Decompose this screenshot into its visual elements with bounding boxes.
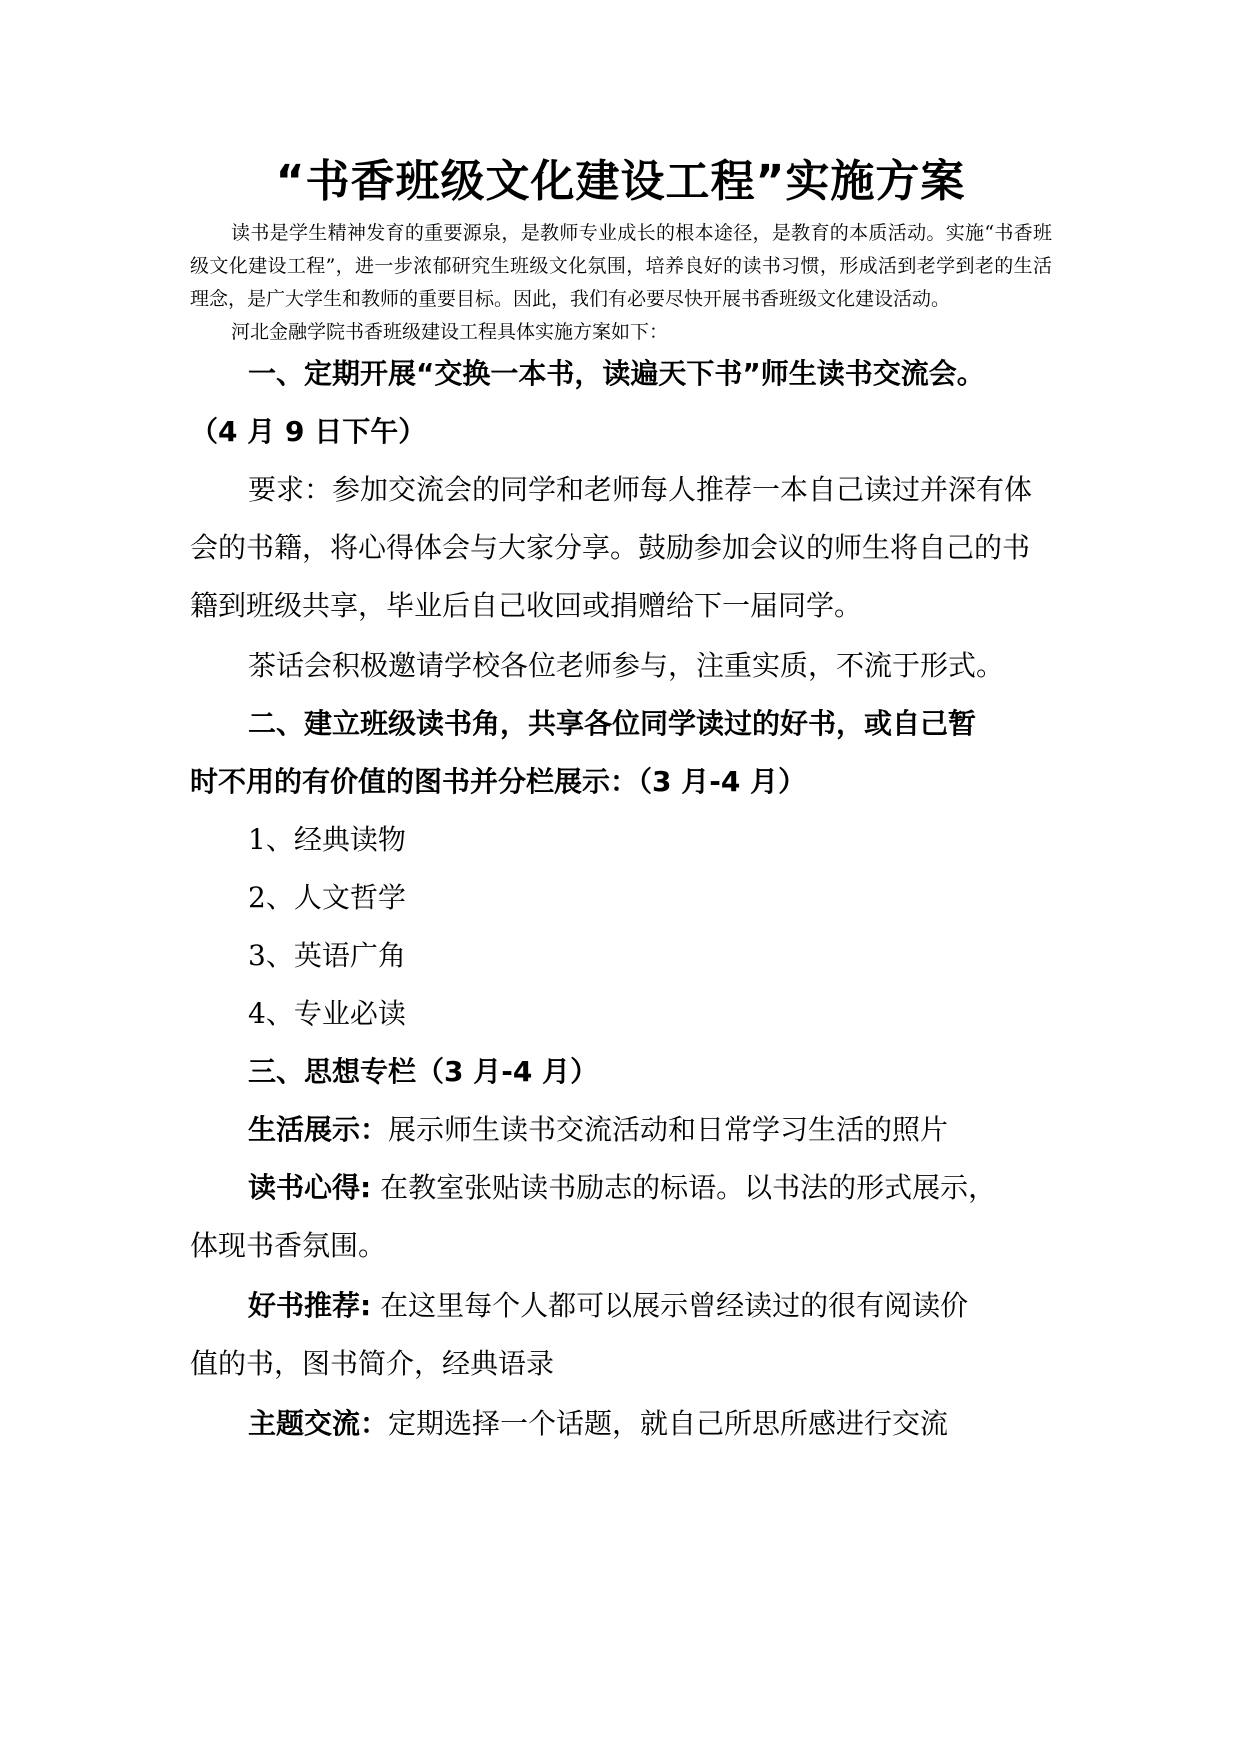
book-recommend-line <box>248 1284 1056 1324</box>
intro-paragraph: 读书是学生精神发育的重要源泉，是教师专业成长的根本途径，是教育的本质活动。实施“书香班级文化建设工程”，进一步浓郁研究生班级文化氛围，培养良好的读书习惯，形成活到老学到老的生活理念，是广大学生和教师的重要目标。因此，我们有必要尽快开展书香班级文化建设活动。 <box>190 222 1052 310</box>
list-item: 2、人文哲学 <box>248 881 406 914</box>
list-item: 4、专业必读 <box>248 997 406 1030</box>
topic-exchange-line <box>248 1402 1056 1442</box>
reading-notes-text: 在教室张贴读书励志的标语。以书法的形式展示， <box>371 1171 997 1204</box>
list-item: 3、英语广角 <box>248 939 406 972</box>
section1-requirement-line3: 籍到班级共享，毕业后自己收回或捐赠给下一届同学。 <box>190 589 863 622</box>
section1-requirement-line2: 会的书籍，将心得体会与大家分享。鼓励参加会议的师生将自己的书 <box>190 531 1031 564</box>
life-display-text: 展示师生读书交流活动和日常学习生活的照片 <box>388 1113 949 1146</box>
book-recommend-cont: 值的书，图书简介，经典语录 <box>190 1347 555 1380</box>
intro-paragraph-plan: 河北金融学院书香班级建设工程具体实施方案如下： <box>231 321 669 343</box>
intro-block <box>190 217 1052 349</box>
life-display-line <box>248 1108 1056 1148</box>
section1-date: （4 月 9 日下午） <box>190 415 427 448</box>
life-display-label: 生活展示： <box>248 1113 389 1146</box>
reading-notes-line <box>248 1166 1056 1206</box>
document-title: “书香班级文化建设工程”实施方案 <box>275 156 966 207</box>
book-recommend-label: 好书推荐: <box>248 1289 372 1322</box>
topic-exchange-label: 主题交流： <box>248 1407 389 1440</box>
section2-heading: 二、建立班级读书角，共享各位同学读过的好书，或自己暂 <box>248 707 977 740</box>
section1-heading: 一、定期开展“交换一本书，读遍天下书”师生读书交流会。 <box>248 357 985 390</box>
section1-requirement-line1: 要求：参加交流会的同学和老师每人推荐一本自己读过并深有体 <box>248 473 1033 506</box>
reading-notes-cont: 体现书香氛围。 <box>190 1229 387 1262</box>
list-item: 1、经典读物 <box>248 823 406 856</box>
section2-heading-cont: 时不用的有价值的图书并分栏展示：（3 月-4 月） <box>190 765 807 798</box>
topic-exchange-text: 定期选择一个话题，就自己所思所感进行交流 <box>388 1407 949 1440</box>
book-recommend-text: 在这里每个人都可以展示曾经读过的很有阅读价 <box>371 1289 969 1322</box>
reading-notes-label: 读书心得: <box>248 1171 372 1204</box>
section1-tea-party: 茶话会积极邀请学校各位老师参与，注重实质，不流于形式。 <box>248 649 1005 682</box>
section3-heading: 三、思想专栏（3 月-4 月） <box>248 1055 599 1088</box>
